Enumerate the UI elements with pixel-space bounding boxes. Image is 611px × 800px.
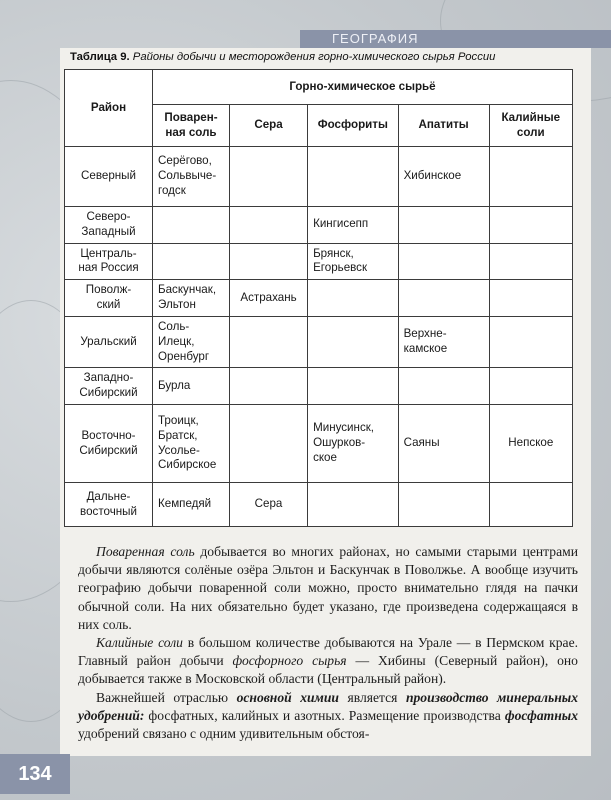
resource-cell: Кемпедяй <box>153 483 230 527</box>
term-basic-chemistry: основной химии <box>236 689 339 705</box>
resource-cell: Саяны <box>398 405 489 483</box>
resource-cell <box>308 147 399 207</box>
table-caption <box>70 51 585 63</box>
paragraph <box>78 689 578 744</box>
resource-cell: Баскунчак, Эльтон <box>153 280 230 317</box>
resource-cell: Непское <box>489 405 572 483</box>
table-header-row <box>65 70 573 105</box>
table-row <box>65 368 573 405</box>
resource-cell <box>229 207 307 244</box>
resource-cell: Кингисепп <box>308 207 399 244</box>
resource-cell: Серёгово, Сольвыче- годск <box>153 147 230 207</box>
resource-cell <box>153 207 230 244</box>
resource-cell: Хибинское <box>398 147 489 207</box>
region-header: Район <box>65 70 153 147</box>
text-span: добывается во многих районах, но самыми старыми центрами добычи являются солёные озёра Эльтон и Баскунчак в Поволжье. А вообще изучить географию добычи поваренной соли можно, просто внимательно глядя на пачки обычной соли. На них обязательно будет указано, где произведена содержащаяся в них соль. <box>78 544 578 632</box>
paragraph <box>78 543 578 634</box>
table-body <box>65 147 573 527</box>
subject-header <box>300 30 611 48</box>
column-header: Апатиты <box>398 105 489 147</box>
text-span: Важнейшей отраслью <box>96 689 237 705</box>
resource-cell <box>489 207 572 244</box>
resources-table <box>64 69 573 527</box>
resource-cell: Сера <box>229 483 307 527</box>
resource-cell: Бурла <box>153 368 230 405</box>
table-row <box>65 280 573 317</box>
resource-cell <box>489 280 572 317</box>
table-number: Таблица 9. <box>70 51 130 63</box>
text-span: удобрений связано с одним удивительным обстоя- <box>78 726 370 742</box>
text-span: является <box>339 689 406 705</box>
subject-title: ГЕОГРАФИЯ <box>332 31 419 46</box>
resource-cell: Брянск, Егорьевск <box>308 243 399 280</box>
table-row <box>65 147 573 207</box>
table-title: Районы добычи и месторождения горно-химического сырья России <box>132 51 496 63</box>
resource-cell <box>229 147 307 207</box>
table-row <box>65 405 573 483</box>
region-cell: Дальне- восточный <box>65 483 153 527</box>
term-phosphate-fertilizer: фосфатных <box>504 707 578 723</box>
region-cell: Северный <box>65 147 153 207</box>
table-row <box>65 207 573 244</box>
column-header: Поварен- ная соль <box>153 105 230 147</box>
region-cell: Уральский <box>65 316 153 367</box>
resource-cell <box>229 405 307 483</box>
text-span: в большом количестве добываются на Урале — в Пермском крае. Главный район добычи <box>78 635 578 669</box>
page-number: 134 <box>0 754 70 794</box>
resource-cell <box>229 243 307 280</box>
resource-cell <box>398 483 489 527</box>
table-row <box>65 243 573 280</box>
region-cell: Поволж- ский <box>65 280 153 317</box>
resource-cell <box>489 243 572 280</box>
body-text <box>78 543 578 743</box>
resource-cell <box>308 483 399 527</box>
text-span: — Хибины (Северный район), оно добывается также в Московской области (Центральный район). <box>78 653 578 687</box>
region-cell: Западно- Сибирский <box>65 368 153 405</box>
text-span: фосфатных, калийных и азотных. Размещение производства <box>144 707 505 723</box>
resource-cell: Соль-Илецк, Оренбург <box>153 316 230 367</box>
resource-cell <box>153 243 230 280</box>
term-potash: Калийные соли <box>96 635 183 651</box>
resource-cell <box>398 280 489 317</box>
resource-cell <box>489 483 572 527</box>
term-fertilizer-production: производство минеральных удобрений: <box>78 689 579 723</box>
resource-cell <box>398 243 489 280</box>
table-row <box>65 316 573 367</box>
resource-cell <box>489 316 572 367</box>
resource-cell <box>398 368 489 405</box>
resource-cell <box>229 316 307 367</box>
resource-cell <box>308 280 399 317</box>
group-header: Горно-химическое сырьё <box>153 70 573 105</box>
table-row <box>65 483 573 527</box>
term-phosphate: фосфорного сырья <box>232 653 347 669</box>
resource-cell <box>489 147 572 207</box>
region-cell: Восточно- Сибирский <box>65 405 153 483</box>
column-header: Фосфориты <box>308 105 399 147</box>
resource-cell <box>489 368 572 405</box>
region-cell: Централь- ная Россия <box>65 243 153 280</box>
resource-cell <box>308 368 399 405</box>
resource-cell <box>398 207 489 244</box>
resource-cell <box>308 316 399 367</box>
resource-cell: Троицк, Братск, Усолье- Сибирское <box>153 405 230 483</box>
resource-cell <box>229 368 307 405</box>
paragraph <box>78 634 578 689</box>
region-cell: Северо- Западный <box>65 207 153 244</box>
term-salt: Поваренная соль <box>96 544 195 559</box>
column-header: Сера <box>229 105 307 147</box>
resource-cell: Минусинск, Ошурков- ское <box>308 405 399 483</box>
column-header: Калийные соли <box>489 105 572 147</box>
resource-cell: Астрахань <box>229 280 307 317</box>
resource-cell: Верхне- камское <box>398 316 489 367</box>
